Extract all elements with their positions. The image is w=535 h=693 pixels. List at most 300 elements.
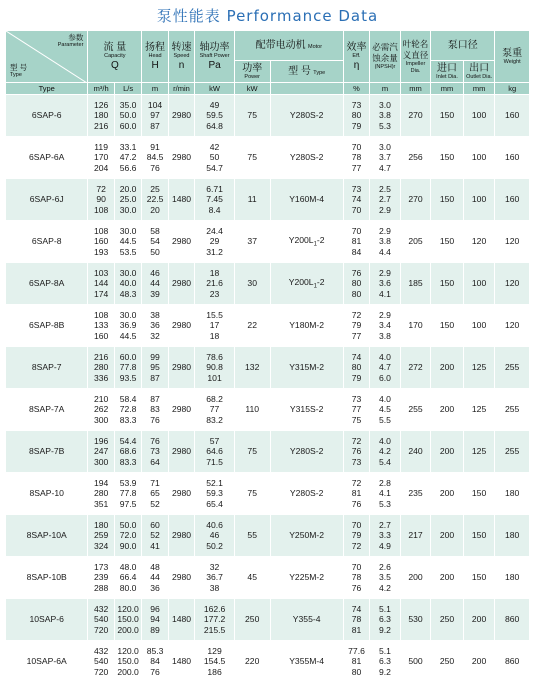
shaft-power-cell <box>195 347 235 389</box>
outlet-dia-cell: 100 <box>463 263 495 305</box>
header-weight: 泵重 Weight <box>495 31 530 83</box>
head-value: 36 <box>150 320 160 331</box>
flow-ls-value: 35.0 <box>119 99 137 110</box>
speed-cell: 2980 <box>168 515 194 557</box>
unit-impeller: mm <box>400 83 431 95</box>
head-value: 39 <box>150 288 160 299</box>
motor-type-cell: Y280S-2 <box>270 473 343 515</box>
flow-m3h-cell <box>88 431 114 473</box>
efficiency-value: 70 <box>351 561 362 572</box>
model-label-en: Type <box>10 72 22 78</box>
shaft-power-cell <box>195 641 235 683</box>
efficiency-value: 77 <box>351 162 362 173</box>
impeller-dia-cell: 530 <box>400 599 431 641</box>
shaft-power-value: 154.5 <box>203 656 226 667</box>
pump-model-cell: 6SAP-8 <box>6 221 88 263</box>
flow-m3h-value: 103 <box>93 267 109 278</box>
speed-cell: 2980 <box>168 557 194 599</box>
head-value: 84 <box>150 656 160 667</box>
motor-type-cell: Y250M-2 <box>270 515 343 557</box>
table-row <box>6 263 530 305</box>
npsh-value: 5.1 <box>379 603 391 614</box>
pump-model-cell: 6SAP-8A <box>6 263 88 305</box>
shaft-power-value: 7.45 <box>206 194 223 205</box>
flow-ls-value: 77.8 <box>119 362 137 373</box>
efficiency-value: 70 <box>351 141 362 152</box>
efficiency-cell <box>343 473 369 515</box>
flow-m3h-value: 259 <box>93 530 109 541</box>
speed-cell: 2980 <box>168 347 194 389</box>
flow-ls-value: 44.5 <box>119 236 137 247</box>
motor-power-cell: 220 <box>234 641 270 683</box>
npsh-value: 9.2 <box>379 624 391 635</box>
unit-weight: kg <box>495 83 530 95</box>
unit-flow-ls: L/s <box>114 83 141 95</box>
flow-ls-cell <box>114 431 141 473</box>
header-npsh: 必需汽蚀余量 (NPSH)r <box>370 31 401 83</box>
header-port: 泵口径 <box>431 31 495 61</box>
speed-cell: 1480 <box>168 179 194 221</box>
npsh-value: 3.3 <box>379 530 391 541</box>
pump-weight-cell: 860 <box>495 599 530 641</box>
head-value: 99 <box>150 351 160 362</box>
flow-m3h-cell <box>88 137 114 179</box>
npsh-value: 3.5 <box>379 572 391 583</box>
efficiency-value: 72 <box>351 477 362 488</box>
unit-npsh: m <box>370 83 401 95</box>
head-cell <box>142 179 168 221</box>
speed-cell: 2980 <box>168 431 194 473</box>
npsh-cell <box>370 515 401 557</box>
efficiency-cell <box>343 389 369 431</box>
flow-m3h-value: 72 <box>96 183 106 194</box>
efficiency-cell <box>343 221 369 263</box>
page-title: 泵性能表 Performance Data <box>156 6 379 25</box>
head-value: 48 <box>150 561 160 572</box>
pump-model-cell: 10SAP-6 <box>6 599 88 641</box>
pump-model-cell: 10SAP-6A <box>6 641 88 683</box>
head-value: 52 <box>150 530 160 541</box>
pump-model-cell: 8SAP-10A <box>6 515 88 557</box>
unit-motor-type <box>270 83 343 95</box>
motor-type-cell: Y280S-2 <box>270 95 343 137</box>
head-cell <box>142 389 168 431</box>
shaft-power-value: 78.6 <box>206 351 223 362</box>
flow-ls-value: 48.0 <box>119 561 137 572</box>
head-cell <box>142 263 168 305</box>
flow-m3h-value: 540 <box>93 614 109 625</box>
header-inlet: 进口 Inlet Dia. <box>431 61 464 83</box>
npsh-cell <box>370 347 401 389</box>
shaft-power-value: 18 <box>209 330 220 341</box>
flow-m3h-value: 108 <box>93 204 109 215</box>
npsh-value: 4.2 <box>379 582 391 593</box>
head-value: 22.5 <box>146 194 164 205</box>
shaft-power-value: 162.6 <box>203 603 226 614</box>
shaft-power-cell <box>195 599 235 641</box>
efficiency-cell <box>343 557 369 599</box>
inlet-dia-cell: 250 <box>431 599 464 641</box>
head-value: 73 <box>150 446 160 457</box>
efficiency-value: 79 <box>351 120 362 131</box>
table-row <box>6 137 530 179</box>
header-impeller: 叶轮名义直径 Impeller Dia. <box>400 31 431 83</box>
shaft-power-value: 59.3 <box>206 488 223 499</box>
npsh-value: 5.3 <box>379 498 391 509</box>
flow-ls-cell <box>114 305 141 347</box>
flow-ls-value: 200.0 <box>117 624 139 635</box>
header-head: 扬程 Head H <box>142 31 168 83</box>
param-label-cn: 参数 <box>68 33 84 42</box>
efficiency-value: 78 <box>351 614 362 625</box>
pump-weight-cell: 160 <box>495 137 530 179</box>
efficiency-value: 79 <box>351 320 362 331</box>
efficiency-value: 80 <box>351 110 362 121</box>
npsh-value: 3.8 <box>379 330 391 341</box>
efficiency-cell <box>343 599 369 641</box>
npsh-cell <box>370 431 401 473</box>
head-cell <box>142 473 168 515</box>
shaft-power-value: 24.4 <box>206 225 223 236</box>
flow-ls-value: 53.5 <box>119 246 137 257</box>
pump-weight-cell: 120 <box>495 263 530 305</box>
head-value: 46 <box>150 267 160 278</box>
head-value: 38 <box>150 309 160 320</box>
unit-efficiency: % <box>343 83 369 95</box>
motor-power-cell: 75 <box>234 95 270 137</box>
efficiency-cell <box>343 641 369 683</box>
table-row <box>6 389 530 431</box>
efficiency-value: 76 <box>351 582 362 593</box>
efficiency-value: 80 <box>351 288 362 299</box>
flow-m3h-cell <box>88 179 114 221</box>
speed-cell: 2980 <box>168 137 194 179</box>
flow-ls-cell <box>114 515 141 557</box>
motor-power-cell: 11 <box>234 179 270 221</box>
head-value: 20 <box>150 204 160 215</box>
efficiency-value: 81 <box>351 236 362 247</box>
npsh-value: 3.0 <box>379 141 391 152</box>
efficiency-value: 77 <box>351 330 362 341</box>
speed-cell: 2980 <box>168 221 194 263</box>
head-value: 104 <box>147 99 163 110</box>
shaft-power-value: 77 <box>209 404 220 415</box>
flow-m3h-value: 196 <box>93 435 109 446</box>
motor-type-cell <box>270 263 343 305</box>
shaft-power-cell <box>195 305 235 347</box>
flow-ls-value: 50.0 <box>119 110 137 121</box>
flow-ls-value: 93.5 <box>119 372 137 383</box>
npsh-value: 4.1 <box>379 288 391 299</box>
efficiency-cell <box>343 347 369 389</box>
flow-m3h-value: 160 <box>93 330 109 341</box>
shaft-power-cell <box>195 389 235 431</box>
motor-type-suffix: -2 <box>316 234 325 245</box>
outlet-dia-cell: 125 <box>463 347 495 389</box>
flow-ls-cell <box>114 641 141 683</box>
impeller-dia-cell: 205 <box>400 221 431 263</box>
npsh-cell <box>370 95 401 137</box>
efficiency-value: 84 <box>351 246 362 257</box>
npsh-cell <box>370 557 401 599</box>
motor-type-cell: Y160M-4 <box>270 179 343 221</box>
table-row <box>6 179 530 221</box>
flow-ls-cell <box>114 137 141 179</box>
shaft-power-value: 83.2 <box>206 414 223 425</box>
pump-weight-cell: 160 <box>495 179 530 221</box>
shaft-power-value: 54.7 <box>206 162 223 173</box>
table-row <box>6 515 530 557</box>
npsh-value: 4.2 <box>379 446 391 457</box>
speed-cell: 2980 <box>168 305 194 347</box>
npsh-value: 5.3 <box>379 120 391 131</box>
speed-cell: 2980 <box>168 263 194 305</box>
table-row <box>6 431 530 473</box>
flow-ls-cell <box>114 263 141 305</box>
pump-weight-cell: 860 <box>495 641 530 683</box>
efficiency-value: 77.6 <box>348 645 365 656</box>
speed-cell: 2980 <box>168 473 194 515</box>
npsh-cell <box>370 473 401 515</box>
unit-outlet: mm <box>463 83 495 95</box>
flow-ls-value: 80.0 <box>119 582 137 593</box>
npsh-cell <box>370 179 401 221</box>
table-row <box>6 221 530 263</box>
head-value: 94 <box>150 614 160 625</box>
outlet-dia-cell: 100 <box>463 305 495 347</box>
flow-m3h-value: 170 <box>93 152 109 163</box>
efficiency-value: 74 <box>351 603 362 614</box>
head-cell <box>142 221 168 263</box>
outlet-dia-cell: 150 <box>463 515 495 557</box>
npsh-value: 2.9 <box>379 309 391 320</box>
flow-m3h-value: 300 <box>93 456 109 467</box>
flow-m3h-value: 194 <box>93 477 109 488</box>
motor-type-cell: Y280S-2 <box>270 431 343 473</box>
pump-weight-cell: 180 <box>495 557 530 599</box>
motor-power-cell: 75 <box>234 473 270 515</box>
table-row <box>6 473 530 515</box>
inlet-dia-cell: 200 <box>431 557 464 599</box>
flow-ls-value: 83.3 <box>119 456 137 467</box>
outlet-dia-cell: 150 <box>463 473 495 515</box>
shaft-power-value: 40.6 <box>206 519 223 530</box>
motor-type-cell <box>270 221 343 263</box>
flow-ls-value: 120.0 <box>117 603 139 614</box>
motor-power-cell: 110 <box>234 389 270 431</box>
efficiency-value: 72 <box>351 540 362 551</box>
impeller-dia-cell: 200 <box>400 557 431 599</box>
flow-ls-value: 30.0 <box>119 225 137 236</box>
flow-m3h-value: 432 <box>93 645 109 656</box>
impeller-dia-cell: 500 <box>400 641 431 683</box>
shaft-power-cell <box>195 473 235 515</box>
head-value: 52 <box>150 498 160 509</box>
efficiency-value: 80 <box>351 278 362 289</box>
npsh-value: 3.6 <box>379 278 391 289</box>
pump-weight-cell: 255 <box>495 347 530 389</box>
head-value: 58 <box>150 225 160 236</box>
pump-model-cell: 8SAP-10B <box>6 557 88 599</box>
flow-m3h-value: 262 <box>93 404 109 415</box>
head-value: 87 <box>150 120 160 131</box>
efficiency-value: 76 <box>351 498 362 509</box>
npsh-cell <box>370 305 401 347</box>
shaft-power-value: 177.2 <box>203 614 226 625</box>
flow-ls-cell <box>114 389 141 431</box>
flow-ls-value: 90.0 <box>119 540 137 551</box>
flow-ls-value: 20.0 <box>119 183 137 194</box>
head-value: 95 <box>150 362 160 373</box>
npsh-value: 4.5 <box>379 404 391 415</box>
flow-m3h-value: 90 <box>96 194 106 205</box>
outlet-dia-cell: 100 <box>463 95 495 137</box>
speed-cell: 1480 <box>168 641 194 683</box>
motor-power-cell: 75 <box>234 137 270 179</box>
flow-m3h-value: 144 <box>93 278 109 289</box>
efficiency-value: 80 <box>351 666 362 677</box>
flow-m3h-value: 239 <box>93 572 109 583</box>
npsh-value: 6.3 <box>379 656 391 667</box>
outlet-dia-cell: 200 <box>463 641 495 683</box>
flow-m3h-value: 193 <box>93 246 109 257</box>
flow-m3h-value: 300 <box>93 414 109 425</box>
inlet-dia-cell: 150 <box>431 221 464 263</box>
pump-model-cell: 8SAP-10 <box>6 473 88 515</box>
flow-ls-value: 83.3 <box>119 414 137 425</box>
head-value: 87 <box>150 393 160 404</box>
motor-type-suffix: -2 <box>316 276 325 287</box>
shaft-power-value: 32 <box>209 561 220 572</box>
flow-ls-value: 54.4 <box>119 435 137 446</box>
head-cell <box>142 137 168 179</box>
head-value: 85.3 <box>146 645 164 656</box>
impeller-dia-cell: 235 <box>400 473 431 515</box>
speed-cell: 1480 <box>168 599 194 641</box>
header-shaft-power: 轴功率 Shaft Power Pa <box>195 31 235 83</box>
efficiency-value: 80 <box>351 362 362 373</box>
header-outlet: 出口 Outlet Dia. <box>463 61 495 83</box>
flow-ls-value: 30.0 <box>119 204 137 215</box>
flow-ls-cell <box>114 221 141 263</box>
flow-m3h-cell <box>88 389 114 431</box>
shaft-power-value: 68.2 <box>206 393 223 404</box>
head-value: 91 <box>150 141 160 152</box>
inlet-dia-cell: 200 <box>431 473 464 515</box>
table-row <box>6 95 530 137</box>
shaft-power-value: 50 <box>209 152 220 163</box>
head-value: 84.5 <box>146 152 164 163</box>
shaft-power-value: 64.8 <box>206 120 223 131</box>
table-row <box>6 599 530 641</box>
head-value: 64 <box>150 456 160 467</box>
flow-ls-value: 25.0 <box>119 194 137 205</box>
flow-ls-cell <box>114 557 141 599</box>
pump-weight-cell: 255 <box>495 389 530 431</box>
shaft-power-cell <box>195 95 235 137</box>
shaft-power-value: 186 <box>207 666 222 677</box>
efficiency-value: 70 <box>351 204 362 215</box>
flow-m3h-value: 720 <box>93 666 109 677</box>
npsh-value: 3.4 <box>379 320 391 331</box>
flow-m3h-value: 173 <box>93 561 109 572</box>
header-motor: 配带电动机 Motor <box>234 31 343 61</box>
inlet-dia-cell: 250 <box>431 641 464 683</box>
head-value: 36 <box>150 582 160 593</box>
shaft-power-cell <box>195 263 235 305</box>
flow-ls-cell <box>114 179 141 221</box>
npsh-value: 5.1 <box>379 645 391 656</box>
efficiency-value: 79 <box>351 372 362 383</box>
flow-m3h-value: 336 <box>93 372 109 383</box>
pump-model-cell: 8SAP-7 <box>6 347 88 389</box>
impeller-dia-cell: 170 <box>400 305 431 347</box>
flow-ls-value: 60.0 <box>119 351 137 362</box>
unit-speed: r/min <box>168 83 194 95</box>
inlet-dia-cell: 200 <box>431 431 464 473</box>
flow-m3h-cell <box>88 305 114 347</box>
head-cell <box>142 599 168 641</box>
flow-ls-value: 30.0 <box>119 309 137 320</box>
flow-ls-value: 56.6 <box>119 162 137 173</box>
flow-ls-value: 68.6 <box>119 446 137 457</box>
head-value: 54 <box>150 236 160 247</box>
head-value: 65 <box>150 488 160 499</box>
flow-m3h-value: 108 <box>93 309 109 320</box>
flow-m3h-cell <box>88 347 114 389</box>
shaft-power-cell <box>195 221 235 263</box>
flow-ls-value: 30.0 <box>119 267 137 278</box>
unit-head: m <box>142 83 168 95</box>
flow-m3h-value: 180 <box>93 110 109 121</box>
flow-m3h-value: 540 <box>93 656 109 667</box>
npsh-value: 4.0 <box>379 435 391 446</box>
performance-table <box>5 30 530 683</box>
flow-ls-value: 48.3 <box>119 288 137 299</box>
table-row <box>6 641 530 683</box>
shaft-power-cell <box>195 179 235 221</box>
efficiency-value: 79 <box>351 530 362 541</box>
motor-type-cell: Y315S-2 <box>270 389 343 431</box>
flow-ls-value: 200.0 <box>117 666 139 677</box>
header-corner <box>6 31 88 83</box>
flow-m3h-value: 126 <box>93 99 109 110</box>
efficiency-value: 81 <box>351 624 362 635</box>
head-value: 44 <box>150 278 160 289</box>
efficiency-value: 74 <box>351 351 362 362</box>
motor-type-sub: 1 <box>313 283 317 290</box>
outlet-dia-cell: 150 <box>463 557 495 599</box>
shaft-power-value: 23 <box>209 288 220 299</box>
flow-ls-value: 53.9 <box>119 477 137 488</box>
motor-type-base: Y200L <box>288 276 314 287</box>
shaft-power-value: 71.5 <box>206 456 223 467</box>
efficiency-cell <box>343 431 369 473</box>
model-label-cn: 型 号 <box>10 63 28 72</box>
shaft-power-value: 36.7 <box>206 572 223 583</box>
efficiency-value: 70 <box>351 519 362 530</box>
flow-m3h-cell <box>88 515 114 557</box>
shaft-power-cell <box>195 557 235 599</box>
shaft-power-value: 57 <box>209 435 220 446</box>
motor-type-base: Y200L <box>288 234 314 245</box>
head-value: 76 <box>150 414 160 425</box>
npsh-cell <box>370 137 401 179</box>
flow-ls-value: 97.5 <box>119 498 137 509</box>
impeller-dia-cell: 272 <box>400 347 431 389</box>
head-value: 89 <box>150 624 160 635</box>
units-row <box>6 83 530 95</box>
